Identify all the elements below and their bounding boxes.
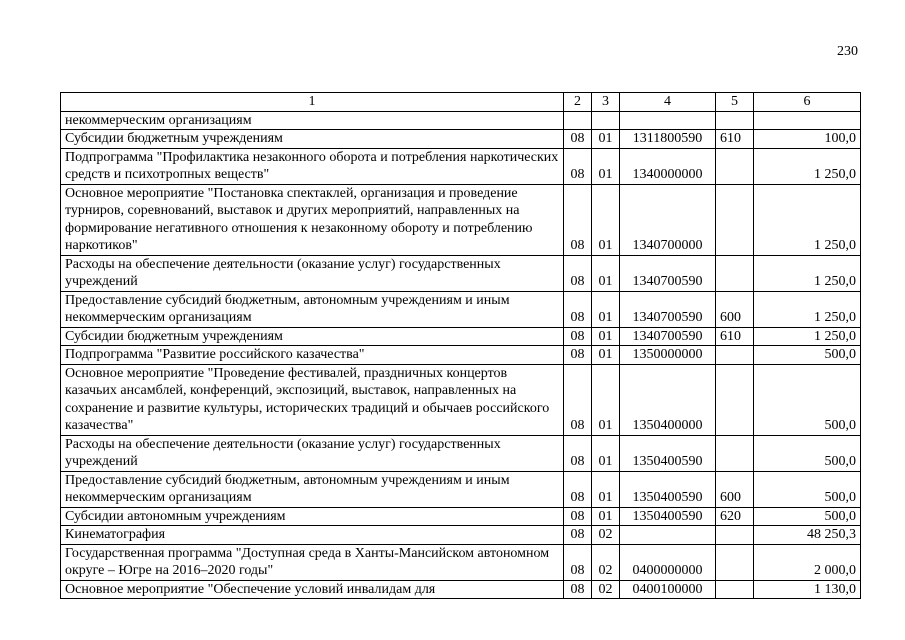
row-target-code: 1340000000 xyxy=(620,148,716,184)
row-expense-type xyxy=(716,148,754,184)
table-row xyxy=(61,507,861,526)
row-amount: 500,0 xyxy=(754,346,861,365)
row-amount: 2 000,0 xyxy=(754,544,861,580)
row-target-code: 1350400590 xyxy=(620,435,716,471)
row-expense-type: 600 xyxy=(716,471,754,507)
row-amount: 500,0 xyxy=(754,507,861,526)
row-name: Кинематография xyxy=(61,526,564,545)
row-target-code: 1340700590 xyxy=(620,327,716,346)
row-expense-type xyxy=(716,364,754,435)
header-cell-6: 6 xyxy=(754,93,861,112)
table-row xyxy=(61,130,861,149)
row-target-code: 1350400590 xyxy=(620,507,716,526)
row-expense-type xyxy=(716,435,754,471)
row-amount: 1 130,0 xyxy=(754,580,861,599)
row-expense-type: 620 xyxy=(716,507,754,526)
row-amount: 500,0 xyxy=(754,435,861,471)
row-name: некоммерческим организациям xyxy=(61,111,564,130)
table-row xyxy=(61,148,861,184)
row-section: 08 xyxy=(564,544,592,580)
row-target-code xyxy=(620,111,716,130)
row-amount: 100,0 xyxy=(754,130,861,149)
row-target-code xyxy=(620,526,716,545)
row-section: 08 xyxy=(564,130,592,149)
row-name: Подпрограмма "Развитие российского казачества" xyxy=(61,346,564,365)
row-amount xyxy=(754,111,861,130)
row-name: Основное мероприятие "Постановка спектаклей, организация и проведение турниров, соревнований, выставок и других мероприятий, направленных на формирование негативного отношения к незаконному обороту и потреблению наркотиков" xyxy=(61,184,564,255)
row-name: Предоставление субсидий бюджетным, автономным учреждениям и иным некоммерческим организациям xyxy=(61,471,564,507)
table-row xyxy=(61,471,861,507)
row-expense-type xyxy=(716,111,754,130)
table-row xyxy=(61,346,861,365)
table-row xyxy=(61,526,861,545)
table-row xyxy=(61,255,861,291)
row-amount: 1 250,0 xyxy=(754,291,861,327)
row-name: Субсидии автономным учреждениям xyxy=(61,507,564,526)
header-cell-4: 4 xyxy=(620,93,716,112)
row-name: Субсидии бюджетным учреждениям xyxy=(61,130,564,149)
row-expense-type xyxy=(716,346,754,365)
row-target-code: 1350000000 xyxy=(620,346,716,365)
row-name: Основное мероприятие "Проведение фестивалей, праздничных концертов казачьих ансамблей, конференций, экспозиций, выставок, направленных на сохранение и развитие культуры, исторических традиций и обычаев российского казачества" xyxy=(61,364,564,435)
row-name: Субсидии бюджетным учреждениям xyxy=(61,327,564,346)
page-number: 230 xyxy=(837,44,858,59)
header-cell-1: 1 xyxy=(61,93,564,112)
row-subsection: 01 xyxy=(592,184,620,255)
budget-table xyxy=(60,92,861,599)
row-subsection: 01 xyxy=(592,130,620,149)
row-target-code: 0400100000 xyxy=(620,580,716,599)
row-section: 08 xyxy=(564,435,592,471)
row-section xyxy=(564,111,592,130)
row-name: Расходы на обеспечение деятельности (оказание услуг) государственных учреждений xyxy=(61,255,564,291)
row-amount: 500,0 xyxy=(754,471,861,507)
row-subsection: 01 xyxy=(592,435,620,471)
header-cell-3: 3 xyxy=(592,93,620,112)
row-subsection: 02 xyxy=(592,544,620,580)
table-row xyxy=(61,580,861,599)
row-target-code: 1311800590 xyxy=(620,130,716,149)
row-name: Основное мероприятие "Обеспечение условий инвалидам для xyxy=(61,580,564,599)
row-subsection: 01 xyxy=(592,507,620,526)
row-amount: 1 250,0 xyxy=(754,255,861,291)
row-expense-type: 600 xyxy=(716,291,754,327)
row-subsection: 02 xyxy=(592,526,620,545)
row-expense-type xyxy=(716,544,754,580)
row-expense-type xyxy=(716,526,754,545)
table-row xyxy=(61,327,861,346)
row-target-code: 1350400590 xyxy=(620,471,716,507)
row-target-code: 1340700590 xyxy=(620,255,716,291)
row-subsection: 01 xyxy=(592,346,620,365)
row-expense-type xyxy=(716,255,754,291)
row-expense-type: 610 xyxy=(716,327,754,346)
row-expense-type xyxy=(716,580,754,599)
table-row xyxy=(61,291,861,327)
row-subsection: 01 xyxy=(592,364,620,435)
header-row xyxy=(61,93,861,112)
row-subsection: 01 xyxy=(592,327,620,346)
row-amount: 48 250,3 xyxy=(754,526,861,545)
row-section: 08 xyxy=(564,526,592,545)
row-subsection: 01 xyxy=(592,255,620,291)
row-section: 08 xyxy=(564,184,592,255)
row-section: 08 xyxy=(564,346,592,365)
row-target-code: 1340700590 xyxy=(620,291,716,327)
row-amount: 1 250,0 xyxy=(754,327,861,346)
row-subsection: 02 xyxy=(592,580,620,599)
table-row xyxy=(61,111,861,130)
row-subsection: 01 xyxy=(592,291,620,327)
row-name: Расходы на обеспечение деятельности (оказание услуг) государственных учреждений xyxy=(61,435,564,471)
row-section: 08 xyxy=(564,148,592,184)
row-name: Подпрограмма "Профилактика незаконного оборота и потребления наркотических средств и психотропных веществ" xyxy=(61,148,564,184)
row-target-code: 1340700000 xyxy=(620,184,716,255)
row-expense-type xyxy=(716,184,754,255)
table-row xyxy=(61,435,861,471)
row-target-code: 0400000000 xyxy=(620,544,716,580)
row-section: 08 xyxy=(564,327,592,346)
row-subsection: 01 xyxy=(592,471,620,507)
row-amount: 500,0 xyxy=(754,364,861,435)
row-name: Государственная программа "Доступная среда в Ханты-Мансийском автономном округе – Югре на 2016–2020 годы" xyxy=(61,544,564,580)
row-expense-type: 610 xyxy=(716,130,754,149)
table-row xyxy=(61,184,861,255)
table-row xyxy=(61,544,861,580)
row-section: 08 xyxy=(564,255,592,291)
row-section: 08 xyxy=(564,507,592,526)
row-amount: 1 250,0 xyxy=(754,148,861,184)
table-row xyxy=(61,364,861,435)
header-cell-2: 2 xyxy=(564,93,592,112)
row-amount: 1 250,0 xyxy=(754,184,861,255)
row-subsection xyxy=(592,111,620,130)
row-section: 08 xyxy=(564,580,592,599)
header-cell-5: 5 xyxy=(716,93,754,112)
row-section: 08 xyxy=(564,471,592,507)
row-target-code: 1350400000 xyxy=(620,364,716,435)
row-section: 08 xyxy=(564,364,592,435)
row-section: 08 xyxy=(564,291,592,327)
row-subsection: 01 xyxy=(592,148,620,184)
row-name: Предоставление субсидий бюджетным, автономным учреждениям и иным некоммерческим организациям xyxy=(61,291,564,327)
